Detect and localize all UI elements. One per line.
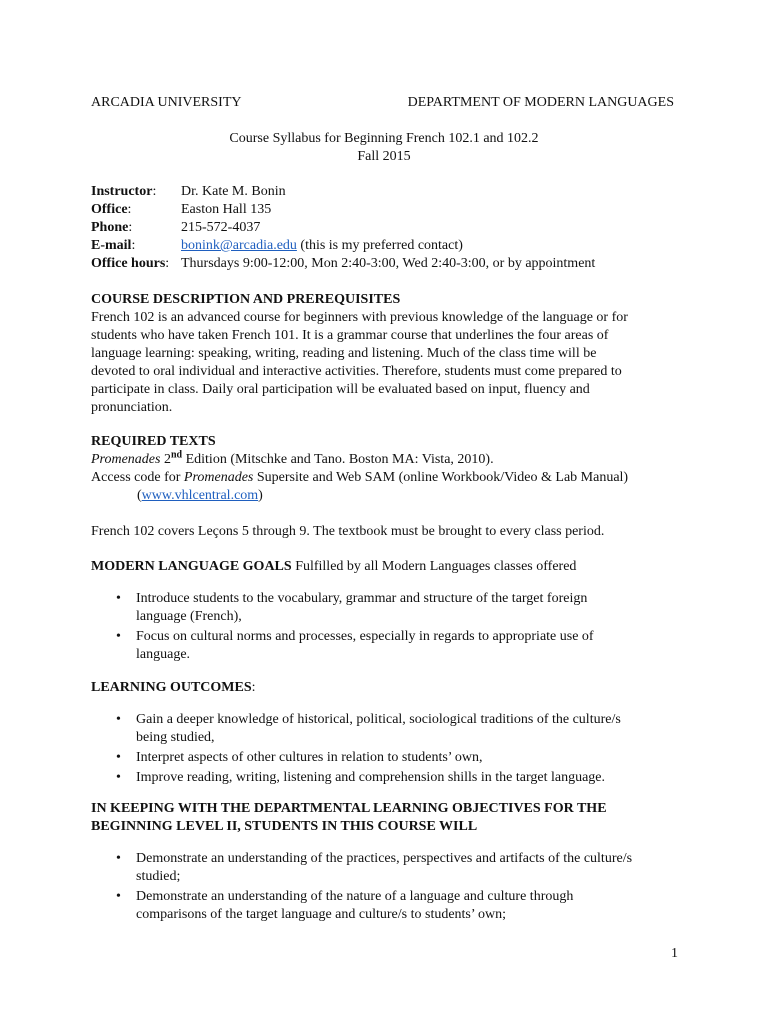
instructor-label: Instructor:	[91, 184, 157, 199]
website-link[interactable]: www.vhlcentral.com	[141, 488, 259, 503]
textbook-title: Promenades	[91, 452, 161, 467]
goals-list	[116, 590, 676, 666]
access-prefix: Access code for	[91, 470, 184, 485]
list-item-text: language (French),	[136, 609, 242, 624]
phone-value: 215-572-4037	[181, 220, 261, 235]
goals-heading-line	[91, 558, 576, 576]
access-title: Promenades	[183, 470, 254, 485]
description-line: pronunciation.	[91, 400, 173, 415]
list-item	[116, 749, 676, 767]
department-name: DEPARTMENT OF MODERN LANGUAGES	[407, 95, 674, 110]
office-value: Easton Hall 135	[181, 202, 272, 217]
bullet-icon: •	[116, 770, 121, 785]
edition-suffix: nd	[170, 449, 183, 461]
outcomes-colon: :	[251, 680, 256, 695]
description-line: language learning: speaking, writing, reading and listening. Much of the class time will be	[91, 346, 597, 361]
email-note: (this is my preferred contact)	[296, 238, 463, 253]
bullet-icon: •	[116, 629, 121, 644]
bullet-icon: •	[116, 750, 121, 765]
paren-open: (	[137, 488, 142, 503]
list-item-text: Interpret aspects of other cultures in relation to students’ own,	[136, 750, 483, 765]
access-code-line	[91, 469, 628, 487]
list-item	[116, 628, 676, 664]
bullet-icon: •	[116, 712, 121, 727]
description-paragraph	[91, 309, 681, 417]
texts-heading: REQUIRED TEXTS	[91, 434, 216, 449]
goals-note: Fulfilled by all Modern Languages classes offered	[291, 559, 577, 574]
instructor-name: Dr. Kate M. Bonin	[181, 184, 286, 199]
description-line: students who have taken French 101. It is a grammar course that underlines the four areas of	[91, 328, 609, 343]
list-item	[116, 888, 676, 924]
list-item-text: Gain a deeper knowledge of historical, political, sociological traditions of the culture/s	[136, 712, 621, 727]
email-value	[181, 237, 463, 255]
page-number: 1	[671, 946, 678, 961]
list-item	[116, 590, 676, 626]
list-item-text: comparisons of the target language and culture/s to students’ own;	[136, 907, 507, 922]
university-name: ARCADIA UNIVERSITY	[91, 95, 242, 110]
list-item-text: Demonstrate an understanding of the practices, perspectives and artifacts of the culture/s	[136, 851, 633, 866]
term: Fall 2015	[357, 149, 411, 164]
email-label: E-mail:	[91, 238, 136, 253]
outcomes-list	[116, 711, 676, 789]
list-item-text: studied;	[136, 869, 181, 884]
course-title: Course Syllabus for Beginning French 102.1 and 102.2	[229, 131, 539, 146]
bullet-icon: •	[116, 889, 121, 904]
list-item	[116, 711, 676, 747]
access-details: Supersite and Web SAM (online Workbook/Video & Lab Manual)	[253, 470, 629, 485]
office-hours-label: Office hours:	[91, 256, 170, 271]
list-item	[116, 850, 676, 886]
objectives-heading-line2: BEGINNING LEVEL II, STUDENTS IN THIS COURSE WILL	[91, 819, 478, 834]
textbook-edition: 2	[160, 452, 171, 467]
goals-heading: MODERN LANGUAGE GOALS	[91, 559, 292, 574]
outcomes-heading: LEARNING OUTCOMES	[91, 680, 252, 695]
textbook-line	[91, 451, 494, 469]
coverage-note: French 102 covers Leçons 5 through 9. The textbook must be brought to every class period.	[91, 524, 605, 539]
list-item-text: Demonstrate an understanding of the nature of a language and culture through	[136, 889, 574, 904]
paren-close: )	[258, 488, 263, 503]
textbook-details: Edition (Mitschke and Tano. Boston MA: Vista, 2010).	[182, 452, 494, 467]
list-item-text: being studied,	[136, 730, 215, 745]
list-item-text: Introduce students to the vocabulary, grammar and structure of the target foreign	[136, 591, 588, 606]
office-hours-value: Thursdays 9:00-12:00, Mon 2:40-3:00, Wed 2:40-3:00, or by appointment	[181, 256, 596, 271]
list-item-text: Focus on cultural norms and processes, especially in regards to appropriate use of	[136, 629, 594, 644]
description-line: French 102 is an advanced course for beginners with previous knowledge of the language or for	[91, 310, 628, 325]
list-item	[116, 769, 676, 787]
description-line: participate in class. Daily oral participation will be evaluated based on input, fluency and	[91, 382, 590, 397]
list-item-text: language.	[136, 647, 191, 662]
bullet-icon: •	[116, 591, 121, 606]
description-heading: COURSE DESCRIPTION AND PREREQUISITES	[91, 292, 401, 307]
phone-label: Phone:	[91, 220, 133, 235]
office-label: Office:	[91, 202, 132, 217]
outcomes-heading-line	[91, 679, 256, 697]
description-line: devoted to oral individual and interactive activities. Therefore, students must come prepared to	[91, 364, 622, 379]
website-line	[137, 487, 263, 505]
email-link[interactable]: bonink@arcadia.edu	[181, 238, 297, 253]
objectives-list	[116, 850, 676, 926]
objectives-heading-line1: IN KEEPING WITH THE DEPARTMENTAL LEARNING OBJECTIVES FOR THE	[91, 801, 607, 816]
list-item-text: Improve reading, writing, listening and comprehension shills in the target language.	[136, 770, 606, 785]
bullet-icon: •	[116, 851, 121, 866]
